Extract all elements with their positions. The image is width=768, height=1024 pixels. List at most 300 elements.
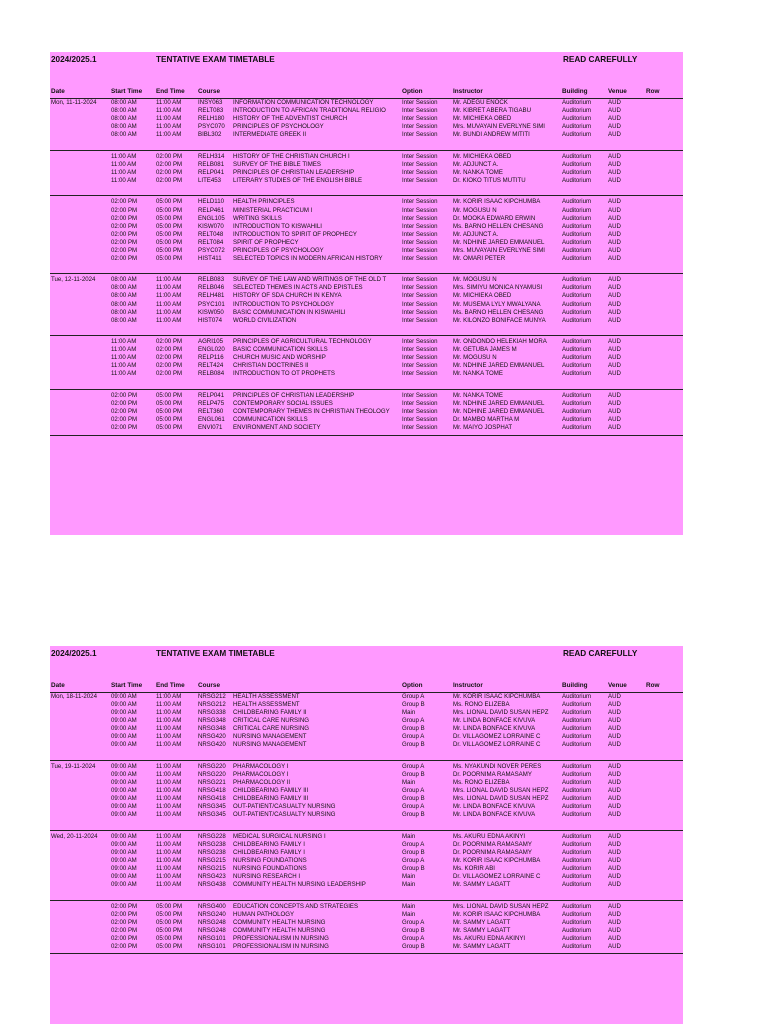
cell-option: Inter Session (402, 168, 438, 176)
cell-building: Auditorium (562, 872, 592, 880)
cell-venue: AUD (608, 198, 621, 206)
cell-option: Main (402, 778, 416, 786)
cell-venue: AUD (608, 214, 621, 222)
col-instructor: Instructor (453, 682, 483, 689)
cell-option: Main (402, 902, 416, 910)
block-divider-line (50, 195, 683, 196)
cell-building: Auditorium (562, 308, 592, 316)
cell-course-code: NRSG220 (198, 770, 226, 778)
cell-course-code: RELB083 (198, 276, 225, 284)
cell-course-title: INTRODUCTION TO AFRICAN TRADITIONAL RELIGIO (233, 107, 386, 115)
table-row (50, 787, 683, 795)
col-course: Course (198, 682, 221, 689)
table-row (50, 309, 683, 317)
cell-course-title: WORLD CIVILIZATION (233, 316, 297, 324)
cell-instructor: Dr. KIOKO TITUS MUTITU (453, 176, 526, 184)
cell-course-code: INSY063 (198, 99, 223, 106)
cell-building: Auditorium (562, 408, 592, 415)
cell-end-time: 05:00 PM (156, 214, 183, 222)
cell-instructor: Mr. KORIR ISAAC KIPCHUMBA (453, 856, 541, 864)
cell-instructor: Ms. NYAKUNDI NOVER PERES (453, 762, 542, 770)
cell-instructor: Mr. ADJUNCT A. (453, 230, 499, 238)
cell-venue: AUD (608, 160, 621, 168)
cell-option: Inter Session (402, 214, 438, 222)
cell-end-time: 11:00 AM (156, 787, 182, 794)
cell-end-time: 05:00 PM (156, 222, 183, 230)
cell-instructor: Mr. KILONZO BONIFACE MUNYA (453, 316, 546, 324)
cell-venue: AUD (608, 795, 621, 803)
table-row (50, 911, 683, 919)
cell-start-time: 11:00 AM (111, 370, 137, 378)
cell-start-time: 02:00 PM (111, 910, 138, 918)
cell-option: Group A (402, 787, 425, 794)
cell-venue: AUD (608, 762, 621, 770)
cell-venue: AUD (608, 123, 621, 131)
sheet-title: TENTATIVE EXAM TIMETABLE (156, 649, 275, 658)
cell-start-time: 11:00 AM (111, 346, 137, 354)
cell-course-title: HISTORY OF THE CHRISTIAN CHURCH I (233, 152, 350, 160)
sheet-title: TENTATIVE EXAM TIMETABLE (156, 55, 275, 64)
cell-start-time: 09:00 AM (111, 864, 137, 872)
cell-end-time: 11:00 AM (156, 123, 182, 131)
table-row (50, 198, 683, 206)
block-divider-line (50, 335, 683, 336)
table-row (50, 247, 683, 255)
cell-instructor: Mr. MICHIEKA OBED (453, 152, 512, 160)
cell-building: Auditorium (562, 881, 592, 888)
table-row (50, 841, 683, 849)
cell-start-time: 09:00 AM (111, 717, 137, 725)
cell-start-time: 02:00 PM (111, 942, 138, 950)
cell-end-time: 05:00 PM (156, 230, 183, 238)
cell-option: Group B (402, 942, 425, 950)
cell-course-title: PRINCIPLES OF CHRISTIAN LEADERSHIP (233, 168, 355, 176)
cell-course-title: INTRODUCTION TO SPIRIT OF PROPHECY (233, 230, 357, 238)
cell-course-title: CHILDBEARING FAMILY I (233, 840, 305, 848)
read-carefully-notice: READ CAREFULLY (563, 55, 638, 64)
cell-instructor: Mr. MOGUSU N (453, 276, 497, 284)
cell-start-time: 09:00 AM (111, 811, 137, 819)
cell-instructor: Mrs. MUVAYAIN EVERLYNE SIMI (453, 123, 545, 131)
table-row (50, 215, 683, 223)
cell-venue: AUD (608, 856, 621, 864)
cell-course-title: HUMAN PATHOLOGY (233, 910, 295, 918)
cell-end-time: 11:00 AM (156, 725, 182, 733)
cell-option: Group A (402, 733, 425, 741)
cell-venue: AUD (608, 725, 621, 733)
cell-course-title: INTRODUCTION TO KISWAHILI (233, 222, 322, 230)
table-row (50, 865, 683, 873)
table-row (50, 416, 683, 424)
cell-course-code: ENGL020 (198, 346, 225, 354)
cell-end-time: 11:00 AM (156, 803, 182, 811)
cell-course-title: NURSING RESEARCH I (233, 872, 301, 880)
cell-end-time: 05:00 PM (156, 399, 183, 407)
cell-instructor: Mr. BUNDI ANDREW MITITI (453, 131, 530, 139)
cell-venue: AUD (608, 168, 621, 176)
cell-date: Wed, 20-11-2024 (51, 832, 98, 840)
cell-venue: AUD (608, 176, 621, 184)
cell-instructor: Ms. BARNO HELLEN CHESANG (453, 222, 544, 230)
cell-instructor: Mr. ONDONDO HELEKIAH MORA (453, 338, 547, 346)
cell-date: Tue, 19-11-2024 (51, 762, 96, 770)
cell-start-time: 08:00 AM (111, 99, 137, 106)
cell-building: Auditorium (562, 770, 592, 778)
cell-instructor: Mr. NDHINE JARED EMMANUEL (453, 399, 545, 407)
cell-course-code: NRSG400 (198, 902, 226, 910)
cell-option: Group B (402, 741, 425, 749)
cell-end-time: 05:00 PM (156, 910, 183, 918)
cell-course-code: RELH180 (198, 115, 225, 123)
cell-option: Group A (402, 803, 425, 811)
cell-course-title: NURSING FOUNDATIONS (233, 864, 307, 872)
cell-option: Inter Session (402, 123, 438, 131)
cell-building: Auditorium (562, 123, 592, 131)
cell-venue: AUD (608, 346, 621, 354)
table-row (50, 795, 683, 803)
cell-instructor: Ms. AKURU EDNA AKINYI (453, 832, 526, 840)
cell-instructor: Mr. ADEGU ENOCK (453, 99, 508, 106)
cell-course-title: BASIC COMMUNICATION IN KISWAHILI (233, 308, 346, 316)
table-row (50, 903, 683, 911)
col-building: Building (562, 682, 588, 689)
cell-building: Auditorium (562, 864, 592, 872)
cell-instructor: Mr. KORIR ISAAC KIPCHUMBA (453, 910, 541, 918)
cell-venue: AUD (608, 778, 621, 786)
cell-option: Inter Session (402, 354, 438, 362)
table-row (50, 239, 683, 247)
cell-start-time: 09:00 AM (111, 762, 137, 770)
col-end-time: End Time (156, 88, 185, 95)
cell-end-time: 11:00 AM (156, 709, 182, 717)
cell-course-code: RELH481 (198, 292, 225, 300)
cell-start-time: 02:00 PM (111, 206, 138, 214)
cell-course-title: PROFESSIONALISM IN NURSING (233, 934, 329, 942)
cell-course-title: PRINCIPLES OF CHRISTIAN LEADERSHIP (233, 391, 355, 399)
cell-venue: AUD (608, 152, 621, 160)
cell-start-time: 08:00 AM (111, 123, 137, 131)
cell-end-time: 05:00 PM (156, 424, 183, 432)
cell-course-title: COMMUNITY HEALTH NURSING (233, 926, 326, 934)
cell-venue: AUD (608, 254, 621, 262)
cell-start-time: 02:00 PM (111, 424, 138, 432)
cell-instructor: Mr. SAMMY LAGATT (453, 881, 511, 888)
cell-course-title: CHILDBEARING FAMILY III (233, 795, 309, 803)
cell-course-title: PHARMACOLOGY I (233, 762, 289, 770)
cell-building: Auditorium (562, 926, 592, 934)
cell-end-time: 05:00 PM (156, 254, 183, 262)
cell-end-time: 11:00 AM (156, 770, 182, 778)
cell-venue: AUD (608, 832, 621, 840)
cell-date: Mon, 18-11-2024 (51, 693, 97, 700)
cell-building: Auditorium (562, 107, 592, 115)
cell-course-title: HEALTH ASSESSMENT (233, 701, 300, 709)
cell-course-code: RELT360 (198, 408, 224, 415)
cell-building: Auditorium (562, 778, 592, 786)
cell-venue: AUD (608, 316, 621, 324)
table-row (50, 709, 683, 717)
cell-course-code: NRSG345 (198, 811, 226, 819)
table-row (50, 771, 683, 779)
cell-end-time: 11:00 AM (156, 832, 182, 840)
cell-building: Auditorium (562, 338, 592, 346)
cell-course-code: HELD110 (198, 198, 224, 206)
cell-course-code: NRSG220 (198, 762, 226, 770)
col-instructor: Instructor (453, 88, 483, 95)
cell-option: Inter Session (402, 238, 438, 246)
cell-end-time: 05:00 PM (156, 206, 183, 214)
cell-venue: AUD (608, 246, 621, 254)
col-end-time: End Time (156, 682, 185, 689)
cell-course-title: CONTEMPORARY THEMES IN CHRISTIAN THEOLOGY (233, 408, 390, 415)
cell-course-code: HIST411 (198, 254, 222, 262)
cell-option: Inter Session (402, 399, 438, 407)
cell-building: Auditorium (562, 811, 592, 819)
cell-venue: AUD (608, 717, 621, 725)
cell-start-time: 11:00 AM (111, 160, 137, 168)
block-divider-line (50, 760, 683, 761)
cell-course-title: HISTORY OF THE ADVENTIST CHURCH (233, 115, 348, 123)
cell-building: Auditorium (562, 354, 592, 362)
cell-venue: AUD (608, 292, 621, 300)
cell-start-time: 09:00 AM (111, 733, 137, 741)
cell-course-title: INTRODUCTION TO PSYCHOLOGY (233, 300, 335, 308)
cell-start-time: 09:00 AM (111, 832, 137, 840)
cell-start-time: 08:00 AM (111, 308, 137, 316)
cell-start-time: 08:00 AM (111, 276, 137, 284)
cell-course-code: PSYC072 (198, 246, 225, 254)
cell-end-time: 11:00 AM (156, 284, 182, 292)
cell-end-time: 11:00 AM (156, 795, 182, 803)
cell-option: Inter Session (402, 424, 438, 432)
cell-course-code: RELT048 (198, 230, 224, 238)
cell-building: Auditorium (562, 803, 592, 811)
cell-course-code: RELP041 (198, 391, 225, 399)
cell-option: Inter Session (402, 107, 438, 115)
cell-option: Group B (402, 811, 425, 819)
cell-course-code: ENGL061 (198, 416, 225, 424)
cell-instructor: Mr. MICHIEKA OBED (453, 292, 512, 300)
cell-building: Auditorium (562, 902, 592, 910)
cell-course-title: CHURCH MUSIC AND WORSHIP (233, 354, 326, 362)
cell-end-time: 05:00 PM (156, 902, 183, 910)
cell-start-time: 09:00 AM (111, 856, 137, 864)
table-row (50, 207, 683, 215)
cell-instructor: Ms. AKURU EDNA AKINYI (453, 934, 526, 942)
cell-course-title: LITERARY STUDIES OF THE ENGLISH BIBLE (233, 176, 363, 184)
cell-course-code: RELB046 (198, 284, 225, 292)
cell-course-code: NRSG215 (198, 864, 226, 872)
cell-option: Group B (402, 864, 425, 872)
cell-start-time: 02:00 PM (111, 934, 138, 942)
cell-course-code: NRSG238 (198, 848, 226, 856)
cell-end-time: 05:00 PM (156, 918, 183, 926)
cell-date: Tue, 12-11-2024 (51, 276, 96, 284)
cell-option: Group A (402, 693, 425, 700)
cell-option: Inter Session (402, 292, 438, 300)
cell-venue: AUD (608, 308, 621, 316)
cell-course-code: NRSG418 (198, 787, 226, 794)
cell-option: Main (402, 709, 416, 717)
block-divider-line (50, 953, 683, 954)
cell-course-code: NRSG101 (198, 934, 226, 942)
cell-option: Main (402, 872, 416, 880)
cell-course-title: PHARMACOLOGY II (233, 778, 291, 786)
cell-course-code: RELP461 (198, 206, 225, 214)
cell-course-code: NRSG248 (198, 926, 226, 934)
cell-course-code: KISW070 (198, 222, 224, 230)
col-venue: Venue (608, 682, 627, 689)
table-row (50, 231, 683, 239)
block-divider-line (50, 273, 683, 274)
cell-start-time: 02:00 PM (111, 254, 138, 262)
cell-course-title: SPIRIT OF PROPHECY (233, 238, 299, 246)
column-header-row (50, 682, 683, 691)
cell-course-code: NRSG215 (198, 856, 226, 864)
cell-end-time: 11:00 AM (156, 316, 182, 324)
cell-start-time: 09:00 AM (111, 693, 137, 700)
cell-instructor: Mr. SAMMY LAGATT (453, 926, 511, 934)
cell-instructor: Mr. LINDA BONFACE KIVUVA (453, 811, 536, 819)
cell-course-title: NURSING MANAGEMENT (233, 733, 307, 741)
cell-course-title: SELECTED THEMES IN ACTS AND EPISTLES (233, 284, 363, 292)
cell-instructor: Dr. MAMBO MARTHA M (453, 416, 520, 424)
cell-end-time: 11:00 AM (156, 741, 182, 749)
block-divider-line (50, 435, 683, 436)
cell-course-title: WRITING SKILLS (233, 214, 282, 222)
cell-start-time: 09:00 AM (111, 881, 137, 888)
cell-date: Mon, 11-11-2024 (51, 99, 97, 106)
cell-instructor: Mr. NDHINE JARED EMMANUEL (453, 362, 545, 370)
cell-start-time: 08:00 AM (111, 284, 137, 292)
cell-course-code: NRSG348 (198, 717, 226, 725)
cell-course-code: NRSG212 (198, 701, 226, 709)
cell-venue: AUD (608, 338, 621, 346)
cell-venue: AUD (608, 107, 621, 115)
cell-venue: AUD (608, 230, 621, 238)
cell-instructor: Dr. POORNIMA RAMASAMY (453, 770, 532, 778)
cell-building: Auditorium (562, 292, 592, 300)
table-row (50, 301, 683, 309)
cell-building: Auditorium (562, 848, 592, 856)
cell-instructor: Mr. SAMMY LAGATT (453, 942, 511, 950)
table-row (50, 400, 683, 408)
cell-building: Auditorium (562, 762, 592, 770)
cell-option: Inter Session (402, 198, 438, 206)
cell-course-title: INTERMEDIATE GREEK II (233, 131, 307, 139)
cell-start-time: 02:00 PM (111, 926, 138, 934)
table-row (50, 255, 683, 263)
cell-start-time: 09:00 AM (111, 840, 137, 848)
cell-course-code: NRSG438 (198, 881, 226, 888)
cell-option: Inter Session (402, 160, 438, 168)
cell-course-title: CRITICAL CARE NURSING (233, 717, 309, 725)
cell-option: Inter Session (402, 206, 438, 214)
table-row (50, 857, 683, 865)
cell-instructor: Mrs. LIONAL DAVID SUSAN HEPZ (453, 709, 549, 717)
cell-instructor: Mr. MOGUSU N (453, 354, 497, 362)
cell-course-title: COMMUNITY HEALTH NURSING (233, 918, 326, 926)
cell-instructor: Ms. RONO ELIZEBA (453, 778, 510, 786)
cell-option: Group B (402, 770, 425, 778)
table-row (50, 424, 683, 432)
cell-start-time: 02:00 PM (111, 214, 138, 222)
cell-building: Auditorium (562, 832, 592, 840)
cell-option: Group A (402, 856, 425, 864)
table-row (50, 223, 683, 231)
cell-building: Auditorium (562, 399, 592, 407)
cell-end-time: 11:00 AM (156, 107, 182, 115)
cell-course-code: HIST074 (198, 316, 223, 324)
session-label: 2024/2025.1 (51, 55, 97, 64)
cell-end-time: 05:00 PM (156, 942, 183, 950)
cell-course-title: CHILDBEARING FAMILY II (233, 709, 307, 717)
cell-option: Inter Session (402, 152, 438, 160)
cell-option: Inter Session (402, 362, 438, 370)
cell-end-time: 02:00 PM (156, 362, 183, 370)
cell-option: Group A (402, 918, 425, 926)
cell-building: Auditorium (562, 198, 592, 206)
cell-start-time: 09:00 AM (111, 848, 137, 856)
cell-option: Inter Session (402, 338, 438, 346)
cell-end-time: 05:00 PM (156, 926, 183, 934)
cell-instructor: Mr. OMARI PETER (453, 254, 506, 262)
cell-instructor: Ms. RONO ELIZEBA (453, 701, 510, 709)
cell-building: Auditorium (562, 346, 592, 354)
cell-end-time: 02:00 PM (156, 160, 183, 168)
table-row (50, 919, 683, 927)
cell-building: Auditorium (562, 362, 592, 370)
cell-venue: AUD (608, 391, 621, 399)
cell-option: Group A (402, 840, 425, 848)
cell-end-time: 11:00 AM (156, 856, 182, 864)
cell-start-time: 02:00 PM (111, 391, 138, 399)
cell-building: Auditorium (562, 840, 592, 848)
table-row (50, 338, 683, 346)
cell-end-time: 02:00 PM (156, 176, 183, 184)
cell-course-code: NRSG240 (198, 910, 226, 918)
cell-course-title: MEDICAL SURGICAL NURSING I (233, 832, 326, 840)
table-row (50, 107, 683, 115)
cell-venue: AUD (608, 408, 621, 415)
cell-option: Group B (402, 795, 425, 803)
cell-course-title: PRINCIPLES OF PSYCHOLOGY (233, 246, 324, 254)
cell-instructor: Ms. KORIR ABI (453, 864, 495, 872)
timetable-sheet-1 (50, 52, 683, 535)
cell-course-title: SELECTED TOPICS IN MODERN AFRICAN HISTORY (233, 254, 383, 262)
cell-venue: AUD (608, 276, 621, 284)
cell-building: Auditorium (562, 424, 592, 432)
cell-start-time: 08:00 AM (111, 316, 137, 324)
cell-instructor: Dr. MOOKA EDWARD ERWIN (453, 214, 536, 222)
cell-option: Inter Session (402, 99, 438, 106)
col-start-time: Start Time (111, 682, 143, 689)
cell-end-time: 02:00 PM (156, 370, 183, 378)
cell-end-time: 11:00 AM (156, 848, 182, 856)
block-divider-line (50, 900, 683, 901)
cell-instructor: Mr. NANKA TOME (453, 168, 503, 176)
cell-venue: AUD (608, 803, 621, 811)
cell-instructor: Dr. POORNIMA RAMASAMY (453, 840, 532, 848)
cell-option: Inter Session (402, 115, 438, 123)
cell-option: Group B (402, 848, 425, 856)
cell-start-time: 09:00 AM (111, 701, 137, 709)
cell-course-code: RELT083 (198, 107, 224, 115)
cell-instructor: Mr. KIBRET ABERA TIGABU (453, 107, 532, 115)
table-row (50, 169, 683, 177)
cell-option: Inter Session (402, 284, 438, 292)
table-row (50, 849, 683, 857)
